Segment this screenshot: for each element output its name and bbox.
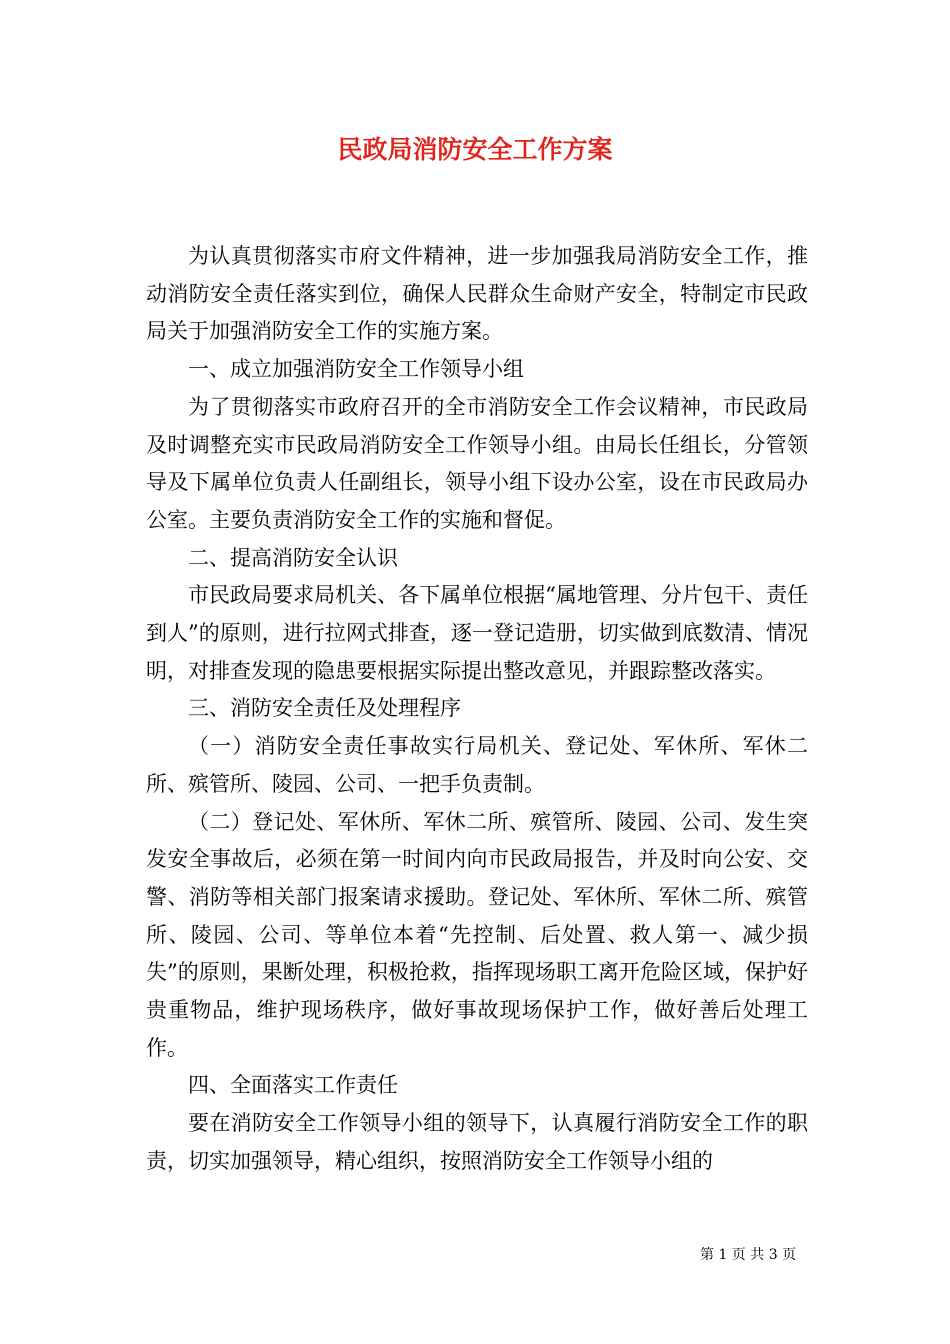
section-heading-2: 二、提高消防安全认识 (188, 545, 398, 570)
section-3-item-1: （一）消防安全责任事故实行局机关、登记处、军休所、军休二所、殡管所、陵园、公司、一把手负责制。 (146, 734, 808, 796)
section-heading-1: 一、成立加强消防安全工作领导小组 (188, 357, 524, 382)
section-heading-3: 三、消防安全责任及处理程序 (188, 696, 461, 721)
section-3-item-2: （二）登记处、军休所、军休二所、殡管所、陵园、公司、发生突发安全事故后，必须在第一时间内向市民政局报告，并及时向公安、交警、消防等相关部门报案请求援助。登记处、军休所、军休二所、殡管所、陵园、公司、等单位本着“先控制、后处置、救人第一、减少损失”的原则，果断处理，积极抢救，指挥现场职工离开危险区域，保护好贵重物品，维护现场秩序，做好事故现场保护工作，做好善后处理工作。 (146, 809, 808, 1060)
section-1-paragraph: 为了贯彻落实市政府召开的全市消防安全工作会议精神，市民政局及时调整充实市民政局消防安全工作领导小组。由局长任组长，分管领导及下属单位负责人任副组长，领导小组下设办公室，设在市民政局办公室。主要负责消防安全工作的实施和督促。 (146, 394, 808, 532)
section-4-paragraph: 要在消防安全工作领导小组的领导下，认真履行消防安全工作的职责，切实加强领导，精心组织，按照消防安全工作领导小组的 (146, 1111, 808, 1173)
section-2-paragraph: 市民政局要求局机关、各下属单位根据“属地管理、分片包干、责任到人”的原则，进行拉网式排查，逐一登记造册，切实做到底数清、情况明，对排查发现的隐患要根据实际提出整改意见，并跟踪整改落实。 (146, 583, 808, 683)
document-title: 民政局消防安全工作方案 (337, 135, 613, 164)
section-heading-4: 四、全面落实工作责任 (188, 1073, 398, 1098)
document-body (146, 238, 808, 1181)
intro-paragraph: 为认真贯彻落实市府文件精神，进一步加强我局消防安全工作，推动消防安全责任落实到位，确保人民群众生命财产安全，特制定市民政局关于加强消防安全工作的实施方案。 (146, 244, 808, 344)
page-number-footer: 第 1 页 共 3 页 (700, 1247, 797, 1263)
